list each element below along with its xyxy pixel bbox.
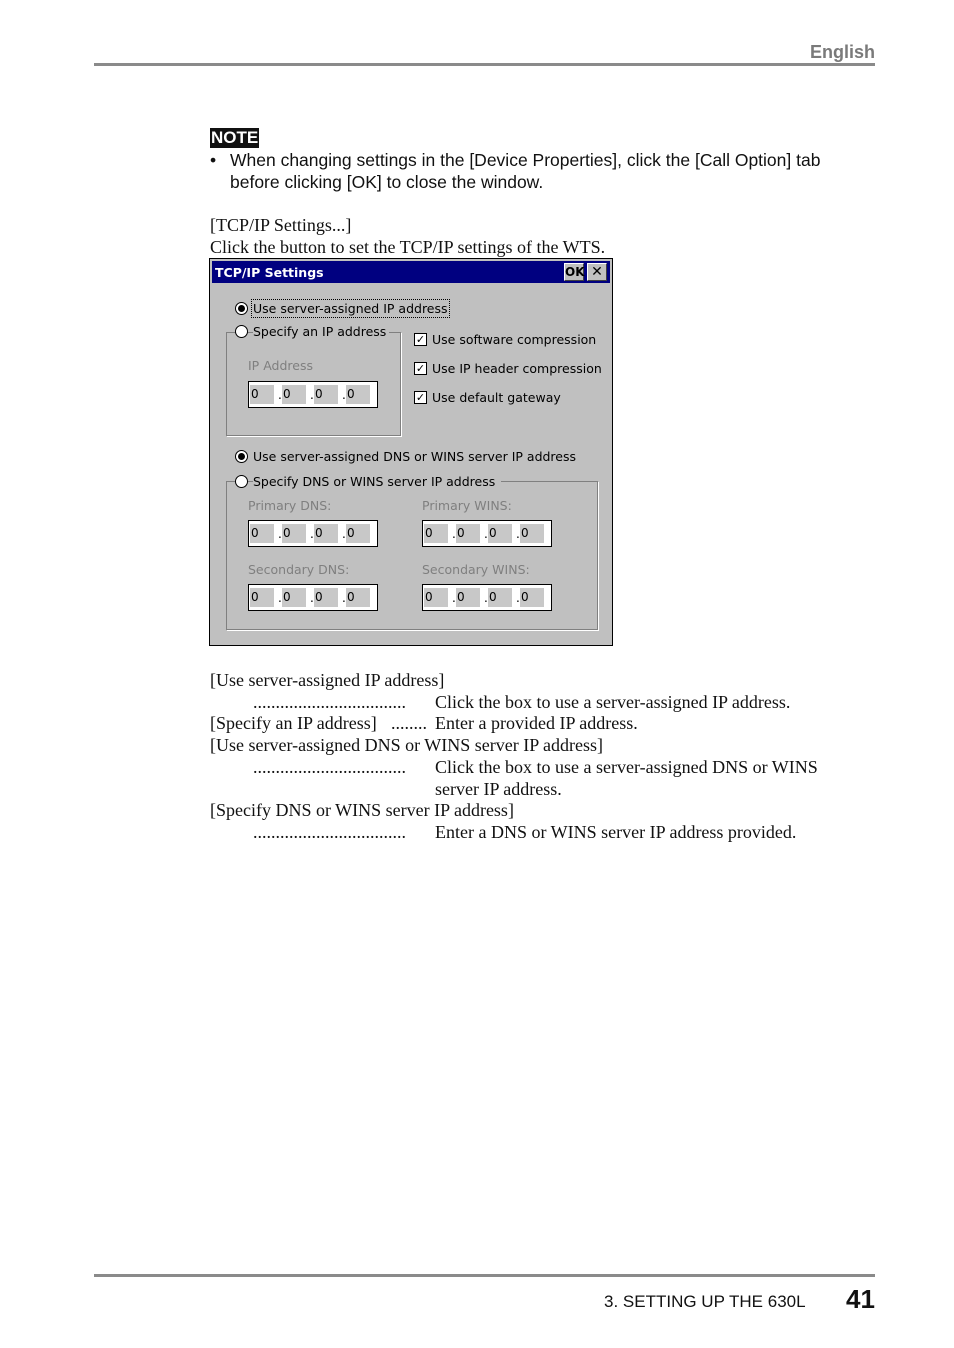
- note-text: When changing settings in the [Device Properties], click the [Call Option] tab before clicking [OK] to close the window.: [230, 150, 821, 192]
- ip-separator: .: [310, 527, 314, 541]
- section-intro: Click the button to set the TCP/IP settings of the WTS.: [210, 237, 606, 257]
- software-compression-checkbox[interactable]: ✓: [415, 333, 426, 346]
- desc-leader: ........: [391, 713, 427, 733]
- default-gateway-label: Use default gateway: [432, 390, 561, 405]
- ip-octet-3: 0: [314, 524, 338, 543]
- ip-octet-3: 0: [314, 588, 338, 607]
- ip-octet-1: 0: [250, 524, 274, 543]
- primary-wins-input[interactable]: [422, 520, 552, 547]
- ip-separator: .: [484, 591, 488, 605]
- footer-rule: [94, 1274, 875, 1277]
- ip-octet-3: 0: [488, 524, 512, 543]
- desc-term: [Specify DNS or WINS server IP address]: [210, 800, 514, 820]
- desc-text: Enter a provided IP address.: [435, 713, 638, 733]
- ip-octet-4: 0: [346, 385, 370, 404]
- server-dns-radio[interactable]: [235, 450, 248, 463]
- ip-octet-1: 0: [250, 385, 274, 404]
- ip-octet-4: 0: [346, 588, 370, 607]
- desc-leader: ..................................: [253, 692, 406, 712]
- bullet-marker: •: [210, 150, 217, 170]
- secondary-dns-input[interactable]: [248, 584, 378, 611]
- footer-section-title: 3. SETTING UP THE 630L: [604, 1292, 806, 1311]
- specify-dns-label: Specify DNS or WINS server IP address: [253, 474, 501, 489]
- ok-button[interactable]: OK: [565, 265, 585, 279]
- specify-ip-label: Specify an IP address: [253, 324, 389, 339]
- ip-octet-4: 0: [520, 524, 544, 543]
- primary-dns-input[interactable]: [248, 520, 378, 547]
- server-ip-label: Use server-assigned IP address: [253, 301, 448, 316]
- ip-separator: .: [278, 527, 282, 541]
- ip-octet-4: 0: [520, 588, 544, 607]
- ip-octet-1: 0: [250, 588, 274, 607]
- ip-separator: .: [342, 527, 346, 541]
- desc-text: Click the box to use a server-assigned DNS or WINS server IP address.: [435, 757, 818, 799]
- dialog-titlebar: [212, 261, 610, 283]
- ip-header-compression-label: Use IP header compression: [432, 361, 602, 376]
- ip-header-compression-checkbox[interactable]: ✓: [415, 362, 426, 375]
- ip-separator: .: [452, 591, 456, 605]
- ip-octet-2: 0: [282, 588, 306, 607]
- secondary-dns-label: Secondary DNS:: [248, 562, 350, 577]
- desc-text: Enter a DNS or WINS server IP address provided.: [435, 822, 797, 842]
- desc-term: [Use server-assigned DNS or WINS server IP address]: [210, 735, 604, 755]
- software-compression-label: Use software compression: [432, 332, 597, 347]
- ip-octet-3: 0: [314, 385, 338, 404]
- specify-ip-radio[interactable]: [235, 325, 248, 338]
- ip-separator: .: [452, 527, 456, 541]
- ip-separator: .: [516, 591, 520, 605]
- desc-leader: ..................................: [253, 822, 406, 842]
- note-label: NOTE: [211, 128, 259, 147]
- server-dns-label: Use server-assigned DNS or WINS server IP address: [253, 449, 577, 464]
- secondary-wins-input[interactable]: [422, 584, 552, 611]
- ip-separator: .: [342, 388, 346, 402]
- ip-address-label: IP Address: [248, 358, 313, 373]
- section-heading: [TCP/IP Settings...]: [210, 215, 352, 235]
- dialog-title: TCP/IP Settings: [215, 265, 324, 280]
- page-number: 41: [846, 1284, 875, 1314]
- default-gateway-checkbox[interactable]: ✓: [415, 391, 426, 404]
- language-label: English: [809, 42, 875, 62]
- ip-separator: .: [278, 388, 282, 402]
- desc-term: [Use server-assigned IP address]: [210, 670, 445, 690]
- ip-separator: .: [342, 591, 346, 605]
- primary-dns-label: Primary DNS:: [248, 498, 332, 513]
- desc-term: [Specify an IP address]: [210, 713, 377, 733]
- ip-octet-1: 0: [424, 524, 448, 543]
- ip-separator: .: [484, 527, 488, 541]
- ip-address-input[interactable]: [248, 381, 378, 408]
- ip-octet-3: 0: [488, 588, 512, 607]
- ip-separator: .: [278, 591, 282, 605]
- close-button[interactable]: ✕: [587, 263, 607, 281]
- tcpip-settings-dialog: [209, 258, 613, 646]
- ip-octet-2: 0: [282, 524, 306, 543]
- ip-separator: .: [516, 527, 520, 541]
- ip-octet-2: 0: [282, 385, 306, 404]
- ip-octet-2: 0: [456, 524, 480, 543]
- primary-wins-label: Primary WINS:: [422, 498, 512, 513]
- desc-text: Click the box to use a server-assigned IP address.: [435, 692, 791, 712]
- desc-leader: ..................................: [253, 757, 406, 777]
- ip-separator: .: [310, 591, 314, 605]
- ip-octet-2: 0: [456, 588, 480, 607]
- ip-octet-4: 0: [346, 524, 370, 543]
- secondary-wins-label: Secondary WINS:: [422, 562, 530, 577]
- server-ip-radio[interactable]: [235, 302, 248, 315]
- header-rule: [94, 63, 875, 66]
- ip-separator: .: [310, 388, 314, 402]
- specify-dns-radio[interactable]: [235, 475, 248, 488]
- ip-octet-1: 0: [424, 588, 448, 607]
